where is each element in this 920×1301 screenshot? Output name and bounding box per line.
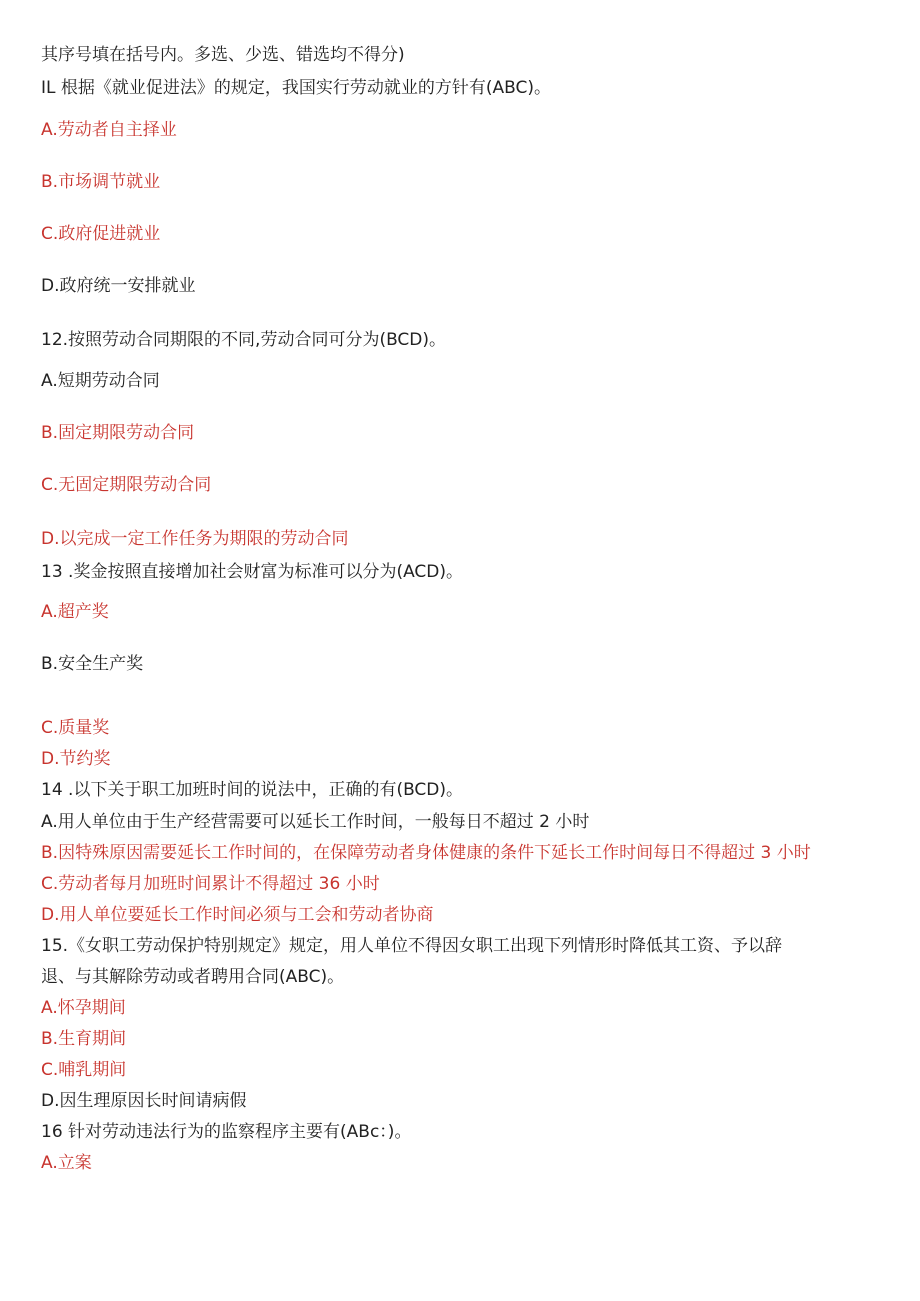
q12-option-d: D.以完成一定工作任务为期限的劳动合同 xyxy=(41,529,349,549)
question-15-continued: 退、与其解除劳动或者聘用合同(ABC)。 xyxy=(41,967,345,987)
q14-option-a: A.用人单位由于生产经营需要可以延长工作时间，一般每日不超过 2 小时 xyxy=(41,812,590,832)
section-instruction: 其序号填在括号内。多选、少选、错选均不得分) xyxy=(41,45,405,65)
q11-option-a: A.劳动者自主择业 xyxy=(41,120,177,140)
question-14: 14 .以下关于职工加班时间的说法中，正确的有(BCD)。 xyxy=(41,780,464,800)
q11-option-b: B.市场调节就业 xyxy=(41,172,161,192)
q14-option-b: B.因特殊原因需要延长工作时间的，在保障劳动者身体健康的条件下延长工作时间每日不得超过 3 小时 xyxy=(41,843,811,863)
q11-option-c: C.政府促进就业 xyxy=(41,224,161,244)
q15-option-d: D.因生理原因长时间请病假 xyxy=(41,1091,247,1111)
q14-option-c: C.劳动者每月加班时间累计不得超过 36 小时 xyxy=(41,874,380,894)
q12-option-c: C.无固定期限劳动合同 xyxy=(41,475,212,495)
q11-option-d: D.政府统一安排就业 xyxy=(41,276,196,296)
q15-option-c: C.哺乳期间 xyxy=(41,1060,127,1080)
q15-option-a: A.怀孕期间 xyxy=(41,998,126,1018)
question-16: 16 针对劳动违法行为的监察程序主要有(ABc：)。 xyxy=(41,1122,412,1142)
question-13: 13 .奖金按照直接增加社会财富为标准可以分为(ACD)。 xyxy=(41,562,463,582)
q13-option-c: C.质量奖 xyxy=(41,718,110,738)
question-11: IL 根据《就业促进法》的规定，我国实行劳动就业的方针有(ABC)。 xyxy=(41,78,552,98)
q13-option-d: D.节约奖 xyxy=(41,749,111,769)
q13-option-a: A.超产奖 xyxy=(41,602,109,622)
q15-option-b: B.生育期间 xyxy=(41,1029,127,1049)
q16-option-a: A.立案 xyxy=(41,1153,92,1173)
q12-option-b: B.固定期限劳动合同 xyxy=(41,423,195,443)
q13-option-b: B.安全生产奖 xyxy=(41,654,144,674)
question-15: 15.《女职工劳动保护特别规定》规定，用人单位不得因女职工出现下列情形时降低其工资、予以辞 xyxy=(41,936,783,956)
q12-option-a: A.短期劳动合同 xyxy=(41,371,160,391)
q14-option-d: D.用人单位要延长工作时间必须与工会和劳动者协商 xyxy=(41,905,434,925)
question-12: 12.按照劳动合同期限的不同,劳动合同可分为(BCD)。 xyxy=(41,330,447,350)
